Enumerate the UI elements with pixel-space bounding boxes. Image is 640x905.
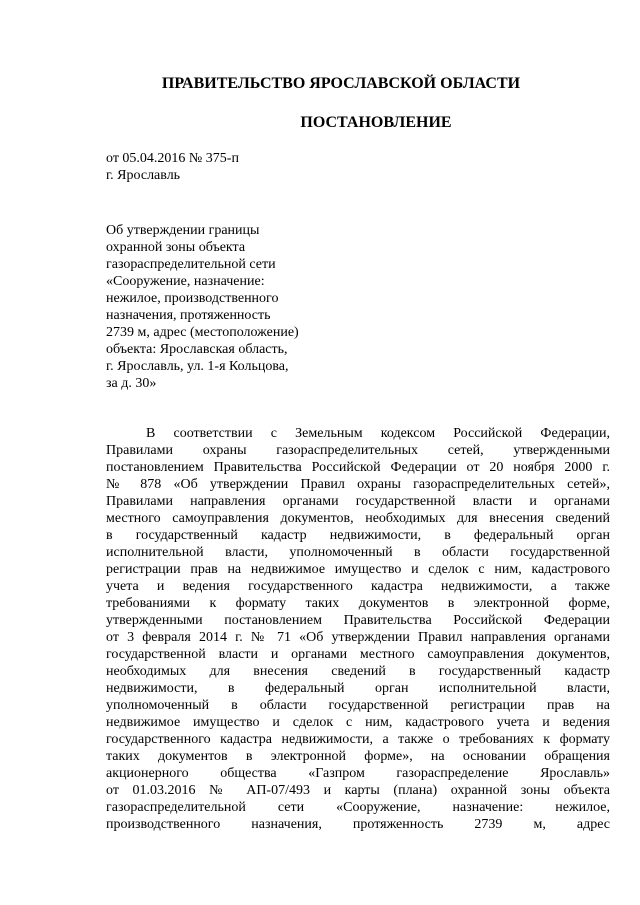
body-line: государственной власти и органами местного самоуправления документов, [106, 647, 610, 662]
subject-line: охранной зоны объекта [106, 240, 246, 255]
subject-line: г. Ярославль, ул. 1-я Кольцова, [106, 359, 289, 374]
body-line: требованиями к формату таких документов в электронной форме, [106, 596, 610, 611]
body-line: государственного кадастра недвижимости, а также о требованиях к формату [106, 732, 610, 747]
body-line: газораспределительной сети «Сооружение, назначение: нежилое, [106, 800, 610, 815]
subject-line: назначения, протяженность [106, 308, 271, 323]
body-line: от 3 февраля 2014 г. № 71 «Об утверждении Правил направления органами [106, 630, 610, 645]
body-line: регистрации прав на недвижимое имущество и сделок с ним, кадастрового [106, 562, 610, 577]
body-line: недвижимое имущество и сделок с ним, кадастрового учета и ведения [106, 715, 610, 730]
body-line: акционерного общества «Газпром газораспределение Ярославль» [106, 766, 610, 781]
subject-line: Об утверждении границы [106, 223, 260, 238]
body-line: № 878 «Об утверждении Правил охраны газораспределительных сетей», [106, 477, 610, 492]
body-line: недвижимости, в федеральный орган исполнительной власти, [106, 681, 610, 696]
body-line: В соответствии с Земельным кодексом Российской Федерации, [146, 426, 610, 441]
subject-line: объекта: Ярославская область, [106, 342, 288, 357]
body-line: от 01.03.2016 № АП-07/493 и карты (плана) охранной зоны объекта [106, 783, 610, 798]
organization-title: ПРАВИТЕЛЬСТВО ЯРОСЛАВСКОЙ ОБЛАСТИ [161, 75, 521, 92]
body-line: исполнительной власти, уполномоченный в области государственной [106, 545, 610, 560]
body-line: Правилами направления органами государственной власти и органами [106, 494, 610, 509]
body-line: учета и ведения государственного кадастра недвижимости, а также [106, 579, 610, 594]
body-line: в государственный кадастр недвижимости, в федеральный орган [106, 528, 610, 543]
subject-line: за д. 30» [106, 376, 157, 391]
subject-line: «Сооружение, назначение: [106, 274, 265, 289]
city: г. Ярославль [106, 168, 181, 183]
body-paragraph [106, 425, 610, 833]
date-and-number: от 05.04.2016 № 375-п [106, 151, 239, 166]
body-line: уполномоченный в области государственной регистрации прав на [106, 698, 610, 713]
body-line: необходимых для внесения сведений в государственный кадастр [106, 664, 610, 679]
subject-line: 2739 м, адрес (местоположение) [106, 325, 299, 340]
body-line: Правилами охраны газораспределительных сетей, утвержденными [106, 443, 610, 458]
body-line: производственного назначения, протяженность 2739 м, адрес [106, 817, 610, 832]
body-line: утвержденными постановлением Правительства Российской Федерации [106, 613, 610, 628]
body-line: постановлением Правительства Российской Федерации от 20 ноября 2000 г. [106, 460, 610, 475]
document-subject [106, 222, 346, 392]
document-meta [106, 150, 239, 184]
subject-line: нежилое, производственного [106, 291, 279, 306]
body-line: местного самоуправления документов, необходимых для внесения сведений [106, 511, 610, 526]
document-type-heading: ПОСТАНОВЛЕНИЕ [300, 114, 452, 131]
body-line: таких документов в электронной форме», на основании обращения [106, 749, 610, 764]
subject-line: газораспределительной сети [106, 257, 276, 272]
